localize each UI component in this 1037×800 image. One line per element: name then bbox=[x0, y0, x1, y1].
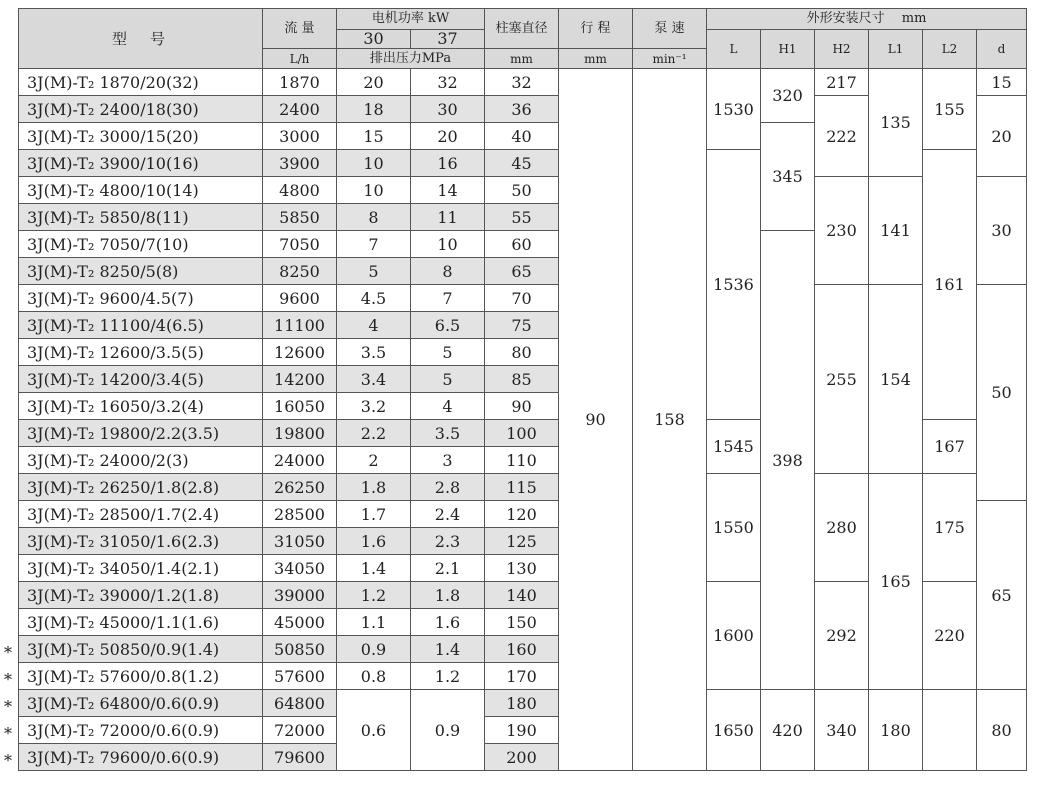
flow-cell: 64800 bbox=[263, 690, 337, 717]
header-dim-d: d bbox=[977, 30, 1027, 69]
flow-cell: 12600 bbox=[263, 339, 337, 366]
header-power-30: 30 bbox=[337, 30, 411, 49]
header-plunger: 柱塞直径 bbox=[485, 9, 559, 49]
pressure-30-cell: 7 bbox=[337, 231, 411, 258]
plunger-cell: 170 bbox=[485, 663, 559, 690]
plunger-cell: 90 bbox=[485, 393, 559, 420]
header-pressure: 排出压力MPa bbox=[337, 49, 485, 69]
dim-L2-cell: 161 bbox=[923, 150, 977, 420]
model-cell: 3J(M)-T₂ 7050/7(10) bbox=[19, 231, 263, 258]
dim-H1-cell: 398 bbox=[761, 231, 815, 690]
flow-cell: 3000 bbox=[263, 123, 337, 150]
header-speed: 泵 速 bbox=[633, 9, 707, 49]
model-cell: 3J(M)-T₂ 26250/1.8(2.8) bbox=[19, 474, 263, 501]
flow-cell: 50850 bbox=[263, 636, 337, 663]
plunger-cell: 80 bbox=[485, 339, 559, 366]
plunger-cell: 120 bbox=[485, 501, 559, 528]
pressure-37-cell: 5 bbox=[411, 339, 485, 366]
model-cell: 3J(M)-T₂ 5850/8(11) bbox=[19, 204, 263, 231]
model-cell: 3J(M)-T₂ 31050/1.6(2.3) bbox=[19, 528, 263, 555]
dim-H1-cell: 420 bbox=[761, 690, 815, 771]
pressure-37-cell: 7 bbox=[411, 285, 485, 312]
model-cell: 3J(M)-T₂ 2400/18(30) bbox=[19, 96, 263, 123]
pressure-37-cell: 2.3 bbox=[411, 528, 485, 555]
pressure-30-cell: 1.7 bbox=[337, 501, 411, 528]
star-mark: * bbox=[4, 697, 12, 717]
flow-cell: 5850 bbox=[263, 204, 337, 231]
pressure-37-cell: 8 bbox=[411, 258, 485, 285]
plunger-cell: 130 bbox=[485, 555, 559, 582]
dim-L-cell: 1650 bbox=[707, 690, 761, 771]
pressure-30-cell: 4.5 bbox=[337, 285, 411, 312]
plunger-cell: 40 bbox=[485, 123, 559, 150]
speed-cell: 158 bbox=[633, 69, 707, 771]
model-cell: 3J(M)-T₂ 34050/1.4(2.1) bbox=[19, 555, 263, 582]
model-cell: 3J(M)-T₂ 8250/5(8) bbox=[19, 258, 263, 285]
plunger-cell: 60 bbox=[485, 231, 559, 258]
plunger-cell: 70 bbox=[485, 285, 559, 312]
dim-d-cell: 80 bbox=[977, 690, 1027, 771]
pressure-30-cell: 15 bbox=[337, 123, 411, 150]
header-dim-H1: H1 bbox=[761, 30, 815, 69]
pressure-37-cell: 32 bbox=[411, 69, 485, 96]
pressure-30-cell: 18 bbox=[337, 96, 411, 123]
table-row bbox=[19, 285, 1027, 312]
dim-H2-cell: 217 bbox=[815, 69, 869, 96]
plunger-cell: 180 bbox=[485, 690, 559, 717]
pressure-37-cell: 2.8 bbox=[411, 474, 485, 501]
pressure-30-cell: 8 bbox=[337, 204, 411, 231]
pressure-30-cell: 3.4 bbox=[337, 366, 411, 393]
pressure-30-cell: 2 bbox=[337, 447, 411, 474]
stroke-cell: 90 bbox=[559, 69, 633, 771]
dim-L-cell: 1545 bbox=[707, 420, 761, 474]
pressure-37-cell: 2.1 bbox=[411, 555, 485, 582]
table-row bbox=[19, 690, 1027, 717]
pressure-30-cell: 4 bbox=[337, 312, 411, 339]
plunger-cell: 32 bbox=[485, 69, 559, 96]
header-speed-unit: min⁻¹ bbox=[633, 49, 707, 69]
dim-H2-cell: 222 bbox=[815, 96, 869, 177]
dim-L2-cell: 175 bbox=[923, 474, 977, 582]
pressure-30-cell: 1.6 bbox=[337, 528, 411, 555]
header-stroke-unit: mm bbox=[559, 49, 633, 69]
plunger-cell: 85 bbox=[485, 366, 559, 393]
model-cell: 3J(M)-T₂ 12600/3.5(5) bbox=[19, 339, 263, 366]
header-flow: 流 量 bbox=[263, 9, 337, 49]
model-cell: 3J(M)-T₂ 39000/1.2(1.8) bbox=[19, 582, 263, 609]
flow-cell: 9600 bbox=[263, 285, 337, 312]
header-dim-L1: L1 bbox=[869, 30, 923, 69]
flow-cell: 7050 bbox=[263, 231, 337, 258]
dim-L1-cell: 154 bbox=[869, 285, 923, 474]
table-row bbox=[19, 474, 1027, 501]
pump-spec-table bbox=[18, 8, 1027, 771]
header-flow-unit: L/h bbox=[263, 49, 337, 69]
model-cell: 3J(M)-T₂ 14200/3.4(5) bbox=[19, 366, 263, 393]
pressure-30-cell: 20 bbox=[337, 69, 411, 96]
flow-cell: 72000 bbox=[263, 717, 337, 744]
model-cell: 3J(M)-T₂ 24000/2(3) bbox=[19, 447, 263, 474]
pressure-30-cell: 0.8 bbox=[337, 663, 411, 690]
pressure-37-cell: 2.4 bbox=[411, 501, 485, 528]
pressure-37-cell: 1.8 bbox=[411, 582, 485, 609]
model-cell: 3J(M)-T₂ 64800/0.6(0.9) bbox=[19, 690, 263, 717]
pressure-30-cell: 3.5 bbox=[337, 339, 411, 366]
star-mark: * bbox=[4, 751, 12, 771]
plunger-cell: 65 bbox=[485, 258, 559, 285]
model-cell: 3J(M)-T₂ 4800/10(14) bbox=[19, 177, 263, 204]
header-plunger-unit: mm bbox=[485, 49, 559, 69]
dim-L1-cell: 165 bbox=[869, 474, 923, 690]
model-cell: 3J(M)-T₂ 72000/0.6(0.9) bbox=[19, 717, 263, 744]
pressure-30-cell: 3.2 bbox=[337, 393, 411, 420]
dim-H1-cell: 320 bbox=[761, 69, 815, 123]
pressure-37-cell: 4 bbox=[411, 393, 485, 420]
model-cell: 3J(M)-T₂ 50850/0.9(1.4) bbox=[19, 636, 263, 663]
flow-cell: 24000 bbox=[263, 447, 337, 474]
plunger-cell: 110 bbox=[485, 447, 559, 474]
pressure-37-cell: 14 bbox=[411, 177, 485, 204]
header-power-37: 37 bbox=[411, 30, 485, 49]
flow-cell: 1870 bbox=[263, 69, 337, 96]
model-cell: 3J(M)-T₂ 19800/2.2(3.5) bbox=[19, 420, 263, 447]
model-cell: 3J(M)-T₂ 45000/1.1(1.6) bbox=[19, 609, 263, 636]
dim-L1-cell: 135 bbox=[869, 69, 923, 177]
pressure-37-cell: 10 bbox=[411, 231, 485, 258]
dim-H2-cell: 340 bbox=[815, 690, 869, 771]
table-row bbox=[19, 177, 1027, 204]
header-motor-power: 电机功率 kW bbox=[337, 9, 485, 30]
dim-H2-cell: 230 bbox=[815, 177, 869, 285]
plunger-cell: 115 bbox=[485, 474, 559, 501]
model-cell: 3J(M)-T₂ 1870/20(32) bbox=[19, 69, 263, 96]
table-row bbox=[19, 69, 1027, 96]
plunger-cell: 100 bbox=[485, 420, 559, 447]
pressure-30-cell: 5 bbox=[337, 258, 411, 285]
model-cell: 3J(M)-T₂ 9600/4.5(7) bbox=[19, 285, 263, 312]
pressure-30-cell: 2.2 bbox=[337, 420, 411, 447]
header-stroke: 行 程 bbox=[559, 9, 633, 49]
dim-d-cell: 15 bbox=[977, 69, 1027, 96]
flow-cell: 8250 bbox=[263, 258, 337, 285]
dim-L2-cell: 155 bbox=[923, 69, 977, 150]
dim-L2-cell: 220 bbox=[923, 582, 977, 690]
star-mark: * bbox=[4, 724, 12, 744]
flow-cell: 2400 bbox=[263, 96, 337, 123]
dim-L-cell: 1550 bbox=[707, 474, 761, 582]
pressure-30-cell: 10 bbox=[337, 150, 411, 177]
plunger-cell: 160 bbox=[485, 636, 559, 663]
model-cell: 3J(M)-T₂ 79600/0.6(0.9) bbox=[19, 744, 263, 771]
plunger-cell: 140 bbox=[485, 582, 559, 609]
dim-d-cell: 20 bbox=[977, 96, 1027, 177]
flow-cell: 39000 bbox=[263, 582, 337, 609]
pressure-30-cell: 10 bbox=[337, 177, 411, 204]
flow-cell: 16050 bbox=[263, 393, 337, 420]
pressure-37-cell: 3 bbox=[411, 447, 485, 474]
spec-rows bbox=[19, 69, 1027, 771]
flow-cell: 19800 bbox=[263, 420, 337, 447]
pressure-37-cell: 1.2 bbox=[411, 663, 485, 690]
pressure-37-cell: 1.4 bbox=[411, 636, 485, 663]
dim-d-cell: 30 bbox=[977, 177, 1027, 285]
dim-H2-cell: 255 bbox=[815, 285, 869, 474]
flow-cell: 28500 bbox=[263, 501, 337, 528]
pressure-30-cell: 0.6 bbox=[337, 690, 411, 771]
pressure-37-cell: 16 bbox=[411, 150, 485, 177]
plunger-cell: 45 bbox=[485, 150, 559, 177]
pressure-37-cell: 11 bbox=[411, 204, 485, 231]
pressure-37-cell: 0.9 bbox=[411, 690, 485, 771]
plunger-cell: 125 bbox=[485, 528, 559, 555]
dim-L1-cell: 141 bbox=[869, 177, 923, 285]
header-dim-L: L bbox=[707, 30, 761, 69]
dim-L-cell: 1536 bbox=[707, 150, 761, 420]
header-dim-L2: L2 bbox=[923, 30, 977, 69]
pressure-30-cell: 1.8 bbox=[337, 474, 411, 501]
dim-L2-cell: 167 bbox=[923, 420, 977, 474]
plunger-cell: 200 bbox=[485, 744, 559, 771]
header-dimensions: 外形安装尺寸 mm bbox=[707, 9, 1027, 30]
dim-L2-cell bbox=[923, 690, 977, 771]
flow-cell: 26250 bbox=[263, 474, 337, 501]
plunger-cell: 75 bbox=[485, 312, 559, 339]
model-cell: 3J(M)-T₂ 3000/15(20) bbox=[19, 123, 263, 150]
plunger-cell: 36 bbox=[485, 96, 559, 123]
dim-H2-cell: 280 bbox=[815, 474, 869, 582]
dim-d-cell: 65 bbox=[977, 501, 1027, 690]
dim-H2-cell: 292 bbox=[815, 582, 869, 690]
pressure-37-cell: 6.5 bbox=[411, 312, 485, 339]
dim-L-cell: 1600 bbox=[707, 582, 761, 690]
flow-cell: 11100 bbox=[263, 312, 337, 339]
pressure-37-cell: 1.6 bbox=[411, 609, 485, 636]
model-cell: 3J(M)-T₂ 28500/1.7(2.4) bbox=[19, 501, 263, 528]
flow-cell: 79600 bbox=[263, 744, 337, 771]
pressure-37-cell: 20 bbox=[411, 123, 485, 150]
plunger-cell: 50 bbox=[485, 177, 559, 204]
pressure-30-cell: 1.1 bbox=[337, 609, 411, 636]
pressure-37-cell: 30 bbox=[411, 96, 485, 123]
pressure-30-cell: 0.9 bbox=[337, 636, 411, 663]
dim-d-cell: 50 bbox=[977, 285, 1027, 501]
pressure-30-cell: 1.2 bbox=[337, 582, 411, 609]
plunger-cell: 190 bbox=[485, 717, 559, 744]
model-cell: 3J(M)-T₂ 57600/0.8(1.2) bbox=[19, 663, 263, 690]
flow-cell: 3900 bbox=[263, 150, 337, 177]
flow-cell: 45000 bbox=[263, 609, 337, 636]
model-cell: 3J(M)-T₂ 11100/4(6.5) bbox=[19, 312, 263, 339]
dim-L1-cell: 180 bbox=[869, 690, 923, 771]
pressure-30-cell: 1.4 bbox=[337, 555, 411, 582]
flow-cell: 14200 bbox=[263, 366, 337, 393]
model-cell: 3J(M)-T₂ 3900/10(16) bbox=[19, 150, 263, 177]
flow-cell: 31050 bbox=[263, 528, 337, 555]
flow-cell: 34050 bbox=[263, 555, 337, 582]
star-mark: * bbox=[4, 670, 12, 690]
dim-H1-cell: 345 bbox=[761, 123, 815, 231]
flow-cell: 57600 bbox=[263, 663, 337, 690]
plunger-cell: 55 bbox=[485, 204, 559, 231]
pressure-37-cell: 3.5 bbox=[411, 420, 485, 447]
flow-cell: 4800 bbox=[263, 177, 337, 204]
plunger-cell: 150 bbox=[485, 609, 559, 636]
star-mark: * bbox=[4, 643, 12, 663]
header-model: 型 号 bbox=[19, 9, 263, 69]
header-dim-H2: H2 bbox=[815, 30, 869, 69]
pressure-37-cell: 5 bbox=[411, 366, 485, 393]
model-cell: 3J(M)-T₂ 16050/3.2(4) bbox=[19, 393, 263, 420]
dim-L-cell: 1530 bbox=[707, 69, 761, 150]
